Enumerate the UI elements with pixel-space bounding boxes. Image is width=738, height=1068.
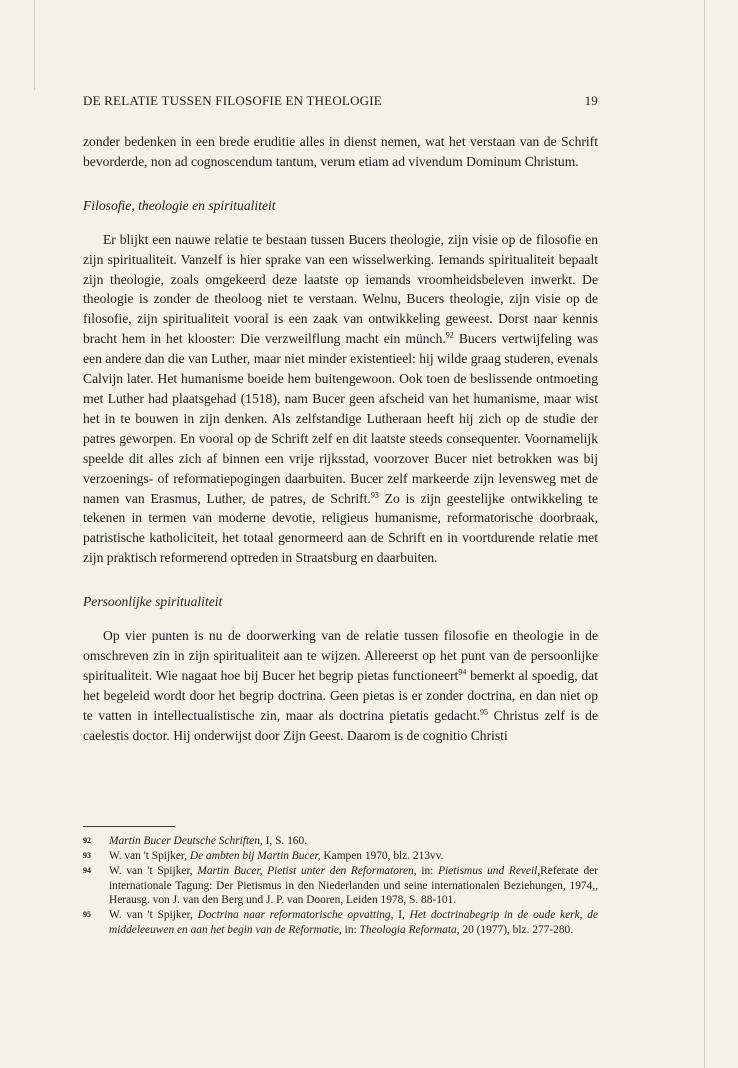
footnote-segment: Het doctrinabegrip in de oude kerk, de middeleeuwen en aan het begin van de Reformatie, [109,909,598,937]
footnote-segment: Pietismus und Reveil, [438,865,541,878]
paragraph-text: Zo is zijn geestelijke ontwikkeling te tekenen in termen van moderne devotie, religieus humanisme, reformatorische doorbraak, patristische katholiciteit, het totaal genormeerd aan de Schrift en in voortdurende relatie met zijn praktisch reformerend optreden in Straatsburg en daarbuiten. [83,490,598,566]
paragraph-intro: zonder bedenken in een brede eruditie alles in dienst nemen, wat het verstaan van de Schrift bevorderde, non ad cognoscendum tantum, verum etiam ad vivendum Dominum Christum. [83,134,598,169]
footnote-text [109,864,598,908]
footnote-segment: Theologia Reformata, [359,924,460,937]
footnote-segment: in: [416,865,439,878]
footnote-segment: I, S. 160. [262,835,308,847]
footnote-text [109,849,598,864]
footnote-segment: 20 (1977), blz. 277-280. [459,924,574,937]
footnote-segment: Referate der internationale Tagung: Der Pietismus in den Niederlanden und seine internationalen Beziehungen, 1974,, Herausg. von J. van den Berg und J. P. van Dooren, Leiden 1978, S. 88-101. [109,865,598,907]
paragraph-persoonlijk [83,626,598,745]
paragraph-text: bemerkt al spoedig, dat het begeleid wordt door het begrip doctrina. Geen pietas is er zonder doctrina, en dan niet op te vatten in intellectualistische zin, maar als doctrina pietatis gedacht. [83,667,598,723]
footnote-segment: De ambten bij Martin Bucer, [189,850,321,863]
footnote-ref-94[interactable]: 94 [458,667,467,677]
paragraph-text: Bucers vertwijfeling was een andere dan die van Luther, maar niet minder existentieel: hij wilde graag studeren, evenals Calvijn later. Het humanisme boeide hem buitengewoon. Ook toen de beslissende ontmoeting met Luther had plaatsgehad (1518), nam Bucer geen afscheid van het humanisme, maar wist het in te bouwen in zijn denken. Als zelfstandige Lutheraan heeft hij zich op de studie der patres geworpen. En vooral op de Schrift zelf en dit laatste steeds consequenter. Voornamelijk speelde dit alles zich af binnen een vrije rijksstad, voorzover Bucer niet betrokken was bij verzoenings- of reformatiepogingen daarbuiten. Bucer zelf markeerde zijn levensweg met de namen van Erasmus, Luther, de patres, de Schrift. [83,331,599,506]
footnote-segment: Martin Bucer Deutsche Schriften, [109,835,263,847]
paragraph-text: Er blijkt een nauwe relatie te bestaan tussen Bucers theologie, zijn visie op de filosofie en zijn spiritualiteit. Vanzelf is hier sprake van een wisselwerking. Iemands spiritualiteit bepaalt zijn theologie, zoals omgekeerd deze laatste op iemands vroomheidsbeleven inwerkt. De theologie is zonder de theoloog niet te verstaan. Welnu, Bucers theologie, zijn visie op de filosofie, zijn spiritualiteit vooral is een zaak van ontwikkeling geweest. Dorst naar kennis bracht hem in het klooster: Die verzweilflung macht ein münch. [83,231,598,347]
footnote-number: 92 [83,836,91,845]
paragraph-filosofie [83,230,598,568]
footnote-number: 94 [83,866,91,876]
footnotes [83,834,598,938]
footnote-94 [83,864,598,908]
footnote-93 [83,849,598,864]
paragraph-text: Christus zelf is de caelestis doctor. Hij onderwijst door Zijn Geest. Daarom is de cognitio Christi [83,707,599,743]
footnote-ref-95[interactable]: 95 [479,707,488,717]
footnote-segment: W. van 't Spijker, [109,865,198,878]
footnote-ref-93[interactable]: 93 [370,489,379,499]
footnote-text [109,834,598,849]
footnote-number: 95 [83,910,91,920]
paragraph-text: Op vier punten is nu de doorwerking van de relatie tussen filosofie en theologie in de omschreven zin in zijn spiritualiteit aan te wijzen. Allereerst op het punt van de persoonlijke spiritualiteit. Wie nagaat hoe bij Bucer het begrip pietas functioneert [83,628,598,683]
footnote-segment: Martin Bucer, Pietist unter den Reformatoren, [197,865,417,878]
page-number: 19 [584,93,598,108]
page-edge-right [704,0,705,1068]
footnote-segment: I, [393,909,410,922]
footnote-ref-92[interactable]: 92 [445,330,454,340]
footnote-95 [83,908,598,937]
section-heading-persoonlijk: Persoonlijke spiritualiteit [83,594,223,610]
footnote-number: 93 [83,851,91,861]
footnote-segment: in: [341,924,360,937]
section-heading-filosofie: Filosofie, theologie en spiritualiteit [83,197,276,213]
footnote-segment: Kampen 1970, blz. 213vv. [320,850,444,863]
footnote-segment: Doctrina naar reformatorische opvatting, [197,909,394,922]
footnote-segment: W. van 't Spijker, [109,850,190,863]
footnote-92 [83,834,598,849]
running-header [83,93,598,109]
running-title: DE RELATIE TUSSEN FILOSOFIE EN THEOLOGIE [83,93,382,108]
page-edge-left [34,0,35,90]
footnote-segment: W. van 't Spijker, [109,909,198,922]
footnote-text [109,908,598,937]
footnote-divider [83,826,175,827]
main-text [83,132,598,745]
